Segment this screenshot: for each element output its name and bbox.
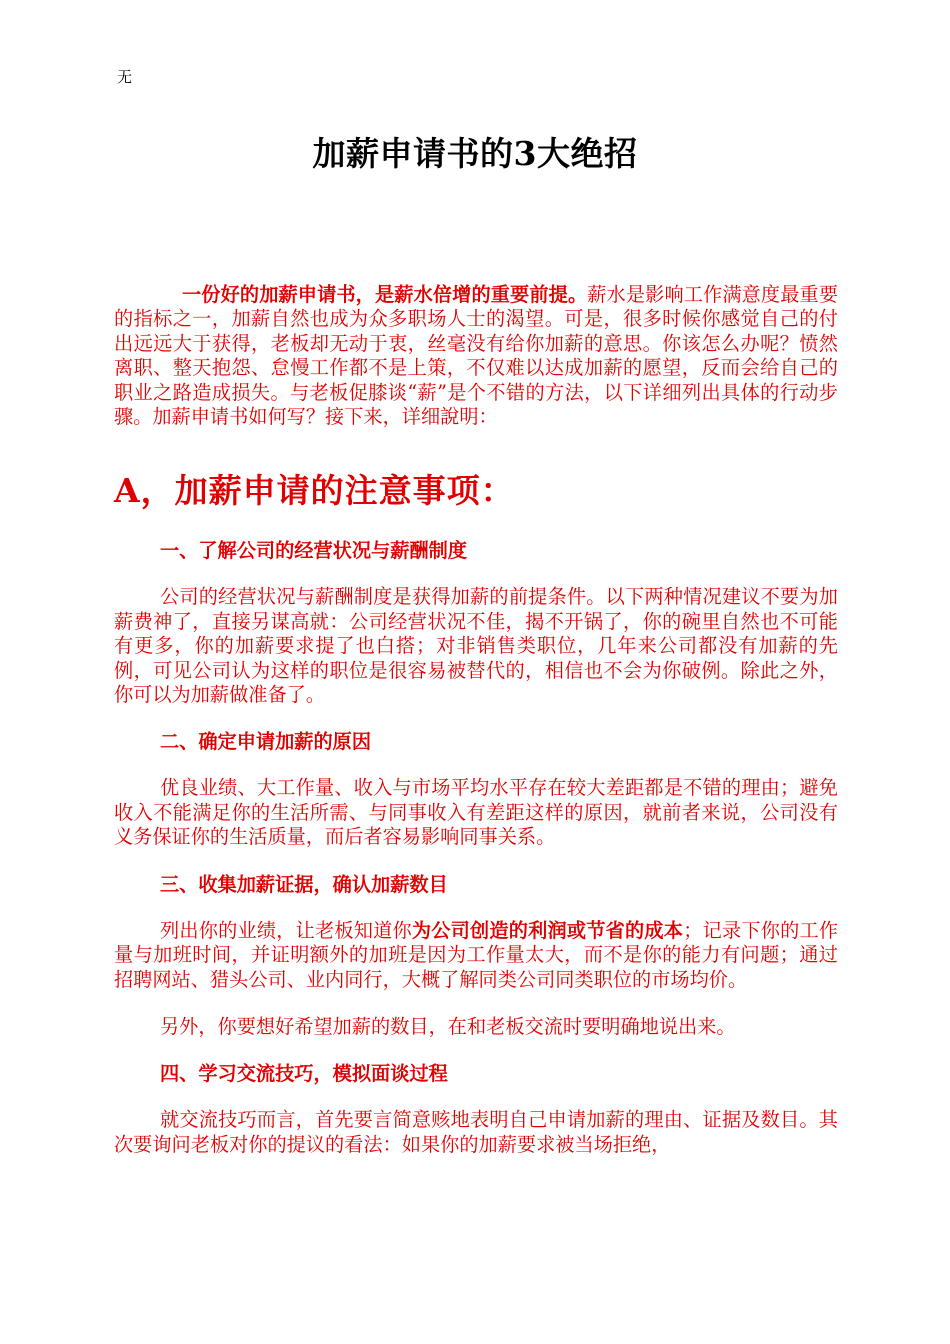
- document-body: [114, 283, 838, 1157]
- document-title: 加薪申请书的3大绝招: [312, 134, 638, 173]
- subheading-2: 二、确定申请加薪的原因: [160, 730, 372, 754]
- paragraph-3-after: ；记录下你的工作量与加班时间，并证明额外的加班是因为工作量太大，而不是你的能力有问题；通过招聘网站、猎头公司、业内同行，大概了解同类公司同类职位的市场均价。: [114, 918, 839, 991]
- intro-text: 薪水是影响工作满意度最重要的指标之一，加薪自然也成为众多职场人士的渴望。可是，很多时候你感觉自己的付出远远大于获得，老板却无动于衷，丝毫没有给你加薪的意思。你该怎么办呢？愤然离职、整天抱怨、怠慢工作都不是上策，不仅难以达成加薪的愿望，反而会给自己的职业之路造成损失。与老板促膝谈“薪”是个不错的方法，以下详细列出具体的行动步骤。加薪申请书如何写？接下来，详细說明：: [114, 283, 839, 429]
- paragraph-3-bold: 为公司创造的利润或节省的成本: [411, 918, 684, 942]
- paragraph-3: [114, 919, 838, 992]
- subheading-3: 三、收集加薪证据，确认加薪数目: [160, 872, 448, 896]
- intro-lead-bold: 一份好的加薪申请书，是薪水倍增的重要前提。: [182, 283, 588, 306]
- paragraph-3-before: 列出你的业绩，让老板知道你: [160, 918, 412, 942]
- section-a-heading: A，加薪申请的注意事项：: [114, 471, 515, 511]
- paragraph-2: 优良业绩、大工作量、收入与市场平均水平存在较大差距都是不错的理由；避免收入不能满足你的生活所需、与同事收入有差距这样的原因，就前者来说，公司没有义务保证你的生活质量，而后者容易影响同事关系。: [114, 776, 838, 849]
- header-mark: 无: [117, 68, 133, 86]
- subheading-4: 四、学习交流技巧，模拟面谈过程: [160, 1062, 448, 1086]
- paragraph-3b: 另外，你要想好希望加薪的数目，在和老板交流时要明确地说出来。: [160, 1014, 736, 1038]
- paragraph-1: 公司的经营状况与薪酬制度是获得加薪的前提条件。以下两种情况建议不要为加薪费神了，直接另谋高就：公司经营状况不佳，揭不开锅了，你的碗里自然也不可能有更多，你的加薪要求提了也白搭；对非销售类职位，几年来公司都没有加薪的先例，可见公司认为这样的职位是很容易被替代的，相信也不会为你破例。除此之外，你可以为加薪做准备了。: [114, 585, 838, 707]
- subheading-1: 一、了解公司的经营状况与薪酬制度: [160, 539, 467, 563]
- paragraph-4: 就交流技巧而言，首先要言简意赅地表明自己申请加薪的理由、证据及数目。其次要询问老板对你的提议的看法：如果你的加薪要求被当场拒绝，: [114, 1108, 838, 1156]
- intro-paragraph: [114, 283, 838, 429]
